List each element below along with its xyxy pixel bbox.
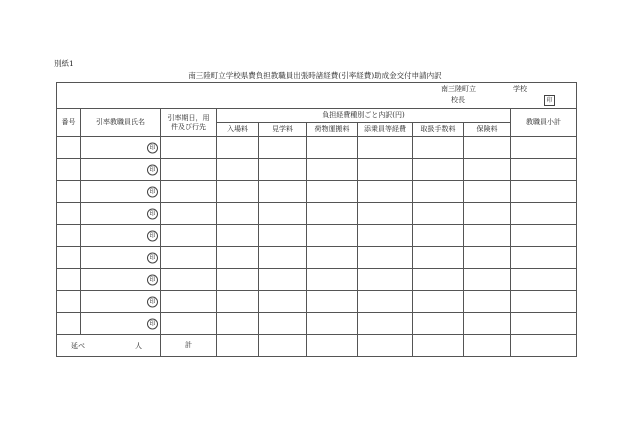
cell-subtotal[interactable] [511, 313, 577, 335]
cell-staff-name[interactable] [81, 269, 161, 291]
cell-tour[interactable] [259, 203, 307, 225]
attachment-label: 別紙1 [54, 59, 74, 68]
seal-stamp: 印 [147, 230, 158, 241]
cell-period[interactable] [161, 247, 217, 269]
cell-tour[interactable] [259, 181, 307, 203]
cell-subtotal[interactable] [511, 291, 577, 313]
total-admission[interactable] [217, 335, 259, 357]
cell-insurance[interactable] [464, 159, 511, 181]
cell-subtotal[interactable] [511, 247, 577, 269]
cell-staff-name[interactable] [81, 137, 161, 159]
total-tour[interactable] [259, 335, 307, 357]
cell-admission[interactable] [217, 291, 259, 313]
table-row [57, 313, 577, 335]
total-row [57, 335, 577, 357]
cell-staff-name[interactable] [81, 159, 161, 181]
table-row [57, 159, 577, 181]
grant-breakdown-table [56, 82, 577, 357]
cell-escort[interactable] [358, 159, 413, 181]
cell-luggage[interactable] [307, 137, 358, 159]
seal-stamp: 印 [147, 208, 158, 219]
header-period [161, 109, 217, 137]
cell-insurance[interactable] [464, 247, 511, 269]
cell-number[interactable] [57, 313, 81, 335]
cell-escort[interactable] [358, 269, 413, 291]
cell-luggage[interactable] [307, 225, 358, 247]
cell-tour[interactable] [259, 247, 307, 269]
cell-staff-name[interactable] [81, 291, 161, 313]
cell-number[interactable] [57, 137, 81, 159]
cell-handling[interactable] [413, 225, 464, 247]
cell-subtotal[interactable] [511, 269, 577, 291]
cell-escort[interactable] [358, 247, 413, 269]
cell-number[interactable] [57, 181, 81, 203]
cell-escort[interactable] [358, 313, 413, 335]
cell-insurance[interactable] [464, 313, 511, 335]
total-escort[interactable] [358, 335, 413, 357]
cell-staff-name[interactable] [81, 181, 161, 203]
cell-admission[interactable] [217, 269, 259, 291]
cell-staff-name[interactable] [81, 203, 161, 225]
cell-insurance[interactable] [464, 203, 511, 225]
school-prefix: 南三陸町立 [441, 85, 476, 93]
seal-stamp: 印 [147, 164, 158, 175]
document-title: 南三陸町立学校県費負担教職員出張時諸経費(引率経費)助成金交付申請内訳 [188, 71, 442, 80]
cell-handling[interactable] [413, 159, 464, 181]
cell-period[interactable] [161, 159, 217, 181]
seal-stamp: 印 [147, 318, 158, 329]
seal-stamp: 印 [147, 142, 158, 153]
cell-tour[interactable] [259, 313, 307, 335]
header-escort-expense: 添乗員等経費 [358, 123, 413, 137]
cell-escort[interactable] [358, 225, 413, 247]
total-label-cell [57, 335, 161, 357]
cell-subtotal[interactable] [511, 203, 577, 225]
header-insurance-fee: 保険料 [464, 123, 511, 137]
cell-insurance[interactable] [464, 269, 511, 291]
header-subtotal: 教職員小計 [511, 109, 577, 137]
cell-tour[interactable] [259, 269, 307, 291]
table-row [57, 225, 577, 247]
cell-admission[interactable] [217, 247, 259, 269]
header-staff-name: 引率教職員氏名 [81, 109, 161, 137]
cell-handling[interactable] [413, 247, 464, 269]
header-handling-fee: 取扱手数料 [413, 123, 464, 137]
cell-number[interactable] [57, 291, 81, 313]
cell-period[interactable] [161, 291, 217, 313]
cell-admission[interactable] [217, 181, 259, 203]
seal-stamp: 印 [147, 186, 158, 197]
cell-period[interactable] [161, 137, 217, 159]
cell-admission[interactable] [217, 203, 259, 225]
cell-subtotal[interactable] [511, 181, 577, 203]
cell-luggage[interactable] [307, 181, 358, 203]
total-luggage[interactable] [307, 335, 358, 357]
cell-escort[interactable] [358, 203, 413, 225]
cell-number[interactable] [57, 159, 81, 181]
cell-staff-name[interactable] [81, 313, 161, 335]
cell-admission[interactable] [217, 313, 259, 335]
table-row [57, 137, 577, 159]
header-admission-fee: 入場料 [217, 123, 259, 137]
seal-stamp: 印 [147, 252, 158, 263]
cell-escort[interactable] [358, 181, 413, 203]
header-period-line2: 件及び行先 [171, 122, 206, 131]
cell-period[interactable] [161, 203, 217, 225]
cell-number[interactable] [57, 203, 81, 225]
seal-stamp: 印 [147, 274, 158, 285]
cell-tour[interactable] [259, 225, 307, 247]
cell-tour[interactable] [259, 137, 307, 159]
cell-handling[interactable] [413, 313, 464, 335]
total-handling[interactable] [413, 335, 464, 357]
total-label-part1: 延べ [71, 341, 85, 350]
table-row [57, 269, 577, 291]
principal-seal: 印 [544, 95, 555, 106]
cell-luggage[interactable] [307, 313, 358, 335]
cell-subtotal[interactable] [511, 137, 577, 159]
table-row [57, 203, 577, 225]
cell-luggage[interactable] [307, 291, 358, 313]
total-label-part3: 計 [161, 335, 217, 357]
header-period-line1: 引率期日，用 [167, 114, 210, 123]
header-luggage-fee: 荷物運搬料 [307, 123, 358, 137]
school-word: 学校 [513, 85, 527, 93]
cell-luggage[interactable] [307, 269, 358, 291]
table-row [57, 291, 577, 313]
cell-insurance[interactable] [464, 137, 511, 159]
school-header-cell [57, 83, 577, 109]
cell-period[interactable] [161, 269, 217, 291]
cell-staff-name[interactable] [81, 225, 161, 247]
cell-luggage[interactable] [307, 159, 358, 181]
cell-tour[interactable] [259, 159, 307, 181]
cell-subtotal[interactable] [511, 225, 577, 247]
cell-handling[interactable] [413, 181, 464, 203]
total-subtotal[interactable] [511, 335, 577, 357]
header-expense-group: 負担経費種別ごと内訳(円) [217, 109, 511, 123]
cell-subtotal[interactable] [511, 159, 577, 181]
cell-luggage[interactable] [307, 247, 358, 269]
seal-stamp: 印 [147, 296, 158, 307]
cell-handling[interactable] [413, 291, 464, 313]
header-tour-fee: 見学料 [259, 123, 307, 137]
cell-handling[interactable] [413, 269, 464, 291]
cell-handling[interactable] [413, 137, 464, 159]
principal-label: 校長 [451, 96, 465, 104]
cell-period[interactable] [161, 313, 217, 335]
table-row [57, 247, 577, 269]
total-label-part2: 人 [135, 341, 142, 350]
cell-insurance[interactable] [464, 181, 511, 203]
cell-number[interactable] [57, 269, 81, 291]
cell-number[interactable] [57, 247, 81, 269]
cell-staff-name[interactable] [81, 247, 161, 269]
cell-insurance[interactable] [464, 291, 511, 313]
cell-escort[interactable] [358, 137, 413, 159]
cell-luggage[interactable] [307, 203, 358, 225]
cell-admission[interactable] [217, 137, 259, 159]
cell-admission[interactable] [217, 225, 259, 247]
header-number: 番号 [57, 109, 81, 137]
total-insurance[interactable] [464, 335, 511, 357]
cell-number[interactable] [57, 225, 81, 247]
cell-period[interactable] [161, 225, 217, 247]
cell-insurance[interactable] [464, 225, 511, 247]
cell-handling[interactable] [413, 203, 464, 225]
cell-admission[interactable] [217, 159, 259, 181]
cell-escort[interactable] [358, 291, 413, 313]
cell-period[interactable] [161, 181, 217, 203]
table-row [57, 181, 577, 203]
cell-tour[interactable] [259, 291, 307, 313]
